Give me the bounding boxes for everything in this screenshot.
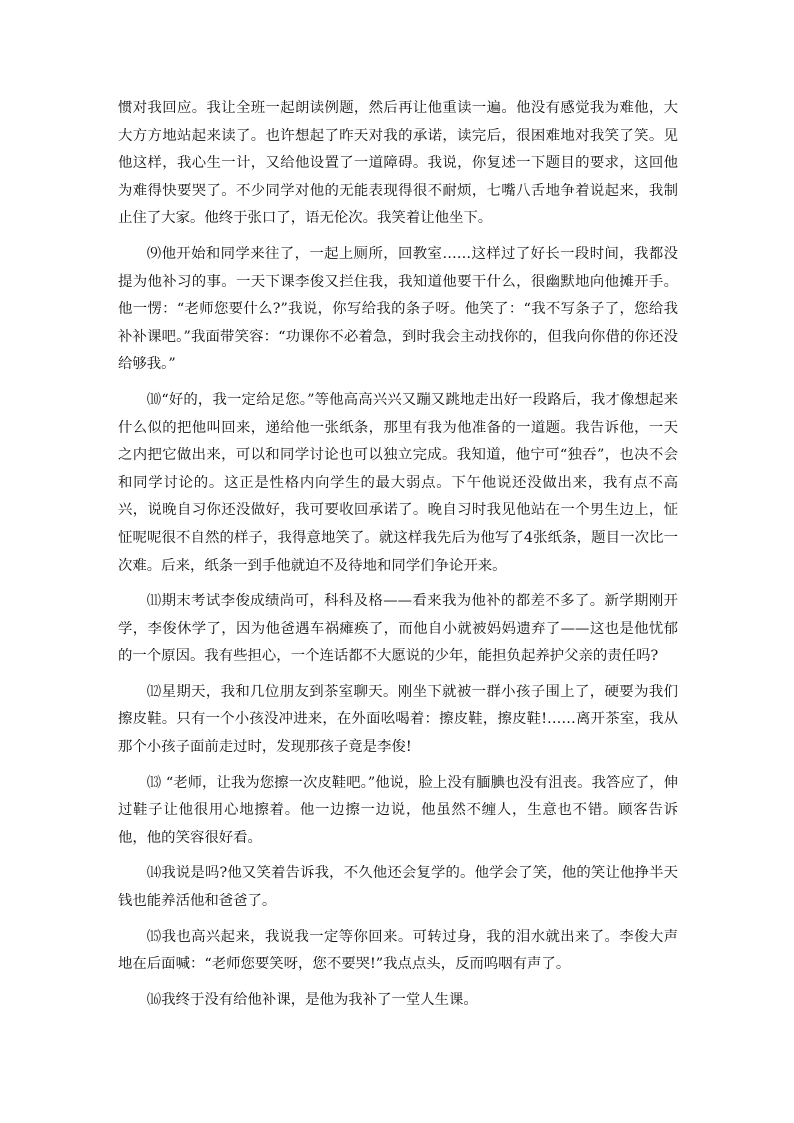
paragraph-15: ⒂我也高兴起来，我说我一定等你回来。可转过身，我的泪水就出来了。李俊大声地在后面喊：“老师您要笑呀，您不要哭!”我点点头，反而呜咽有声了。 xyxy=(118,928,678,973)
paragraph-16: ⒃我终于没有给他补课，是他为我补了一堂人生课。 xyxy=(146,991,478,1008)
paragraph-9: ⑼他开始和同学来往了，一起上厕所，回教室……这样过了好长一段时间，我都没提为他补习的事。一天下课李俊又拦住我，我知道他要干什么，很幽默地向他摊开手。他一愣：“老师您要什么?”我说，你写给我的条子呀。他笑了：“我不写条子了，您给我补补课吧。”我面带笑容：“功课你不必着急，到时我会主动找你的，但我向你借的你还没给够我。” xyxy=(118,245,678,373)
paragraph-10: ⑽“好的，我一定给足您。”等他高高兴兴又蹦又跳地走出好一段路后，我才像想起来什么似的把他叫回来，递给他一张纸条，那里有我为他准备的一道题。我告诉他，一天之内把它做出来，可以和同学讨论也可以独立完成。我知道，他宁可“独吞”，也决不会和同学讨论的。这正是性格内向学生的最大弱点。下午他说还没做出来，我有点不高兴，说晚自习你还没做好，我可要收回承诺了。晚自习时我见他站在一个男生边上，怔怔呢呢很不自然的样子，我得意地笑了。就这样我先后为他写了4张纸条，题目一次比一次难。后来，纸条一到手他就迫不及待地和同学们争论开来。 xyxy=(118,391,678,574)
paragraph-14: ⒁我说是吗?他又笑着告诉我，不久他还会复学的。他学会了笑，他的笑让他挣半天钱也能养活他和爸爸了。 xyxy=(118,865,678,910)
paragraph-continued: 惯对我回应。我让全班一起朗读例题，然后再让他重读一遍。他没有感觉我为难他，大大方方地站起来读了。也许想起了昨天对我的承诺，读完后，很困难地对我笑了笑。见他这样，我心生一计，又给他设置了一道障碍。我说，你复述一下题目的要求，这回他为难得快要哭了。不少同学对他的无能表现得很不耐烦，七嘴八舌地争着说起来，我制止住了大家。他终于张口了，语无伦次。我笑着让他坐下。 xyxy=(118,100,678,227)
paragraph-13: ⒀ “老师，让我为您擦一次皮鞋吧。”他说，脸上没有腼腆也没有沮丧。我答应了，伸过鞋子让他很用心地擦着。他一边擦一边说，他虽然不缠人，生意也不错。顾客告诉他，他的笑容很好看。 xyxy=(118,774,678,846)
article-body xyxy=(118,95,678,1022)
paragraph-11: ⑾期末考试李俊成绩尚可，科科及格——看来我为他补的都差不多了。新学期刚开学，李俊休学了，因为他爸遇车祸瘫痪了，而他自小就被妈妈遗弃了——这也是他忧郁的一个原因。我有些担心，一个连话都不大愿说的少年，能担负起养护父亲的责任吗? xyxy=(118,593,678,665)
paragraph-12: ⑿星期天，我和几位朋友到茶室聊天。刚坐下就被一群小孩子围上了，硬要为我们擦皮鞋。只有一个小孩没冲进来，在外面吆喝着：擦皮鞋，擦皮鞋!……离开茶室，我从那个小孩子面前走过时，发现那孩子竟是李俊! xyxy=(118,683,678,756)
